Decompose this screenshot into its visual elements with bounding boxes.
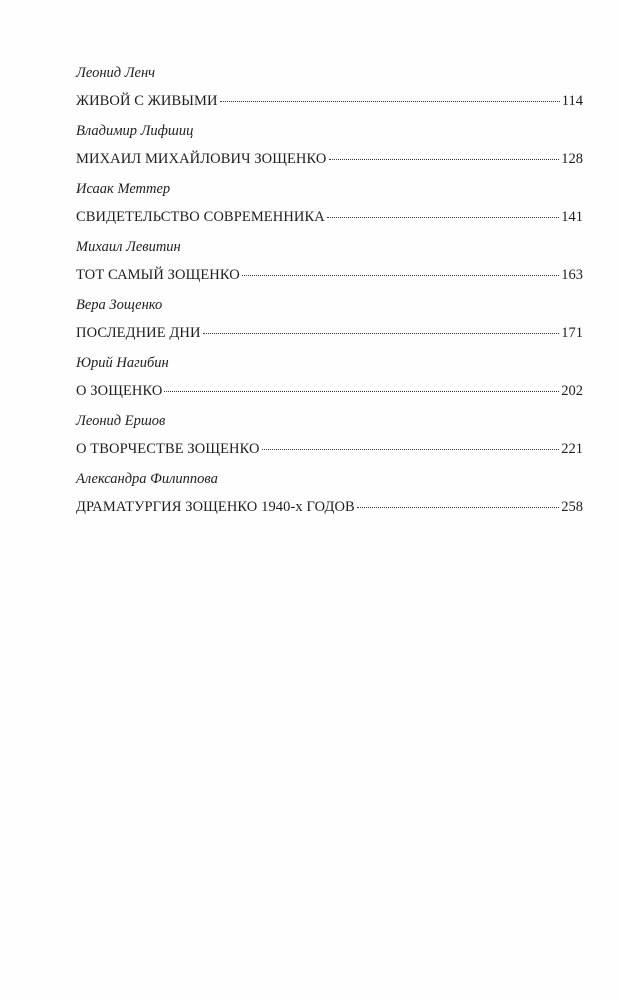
toc-line	[76, 264, 583, 286]
toc-entry	[76, 120, 583, 178]
toc-author: Исаак Меттер	[76, 181, 171, 197]
toc-author: Александра Филиппова	[76, 471, 218, 487]
toc-line	[76, 438, 583, 460]
toc-title: ДРАМАТУРГИЯ ЗОЩЕНКО 1940-х ГОДОВ	[76, 499, 355, 515]
dot-leader	[242, 275, 559, 276]
toc-title: ЖИВОЙ С ЖИВЫМИ	[76, 93, 218, 109]
toc-author: Юрий Нагибин	[76, 355, 169, 371]
table-of-contents	[76, 62, 583, 526]
toc-title: ПОСЛЕДНИЕ ДНИ	[76, 325, 201, 341]
dot-leader	[327, 217, 559, 218]
toc-entry	[76, 236, 583, 294]
toc-page-number: 141	[561, 209, 583, 225]
toc-author: Владимир Лифшиц	[76, 123, 194, 139]
toc-page-number: 114	[561, 93, 583, 109]
toc-title: МИХАИЛ МИХАЙЛОВИЧ ЗОЩЕНКО	[76, 151, 327, 167]
toc-author: Михаил Левитин	[76, 239, 181, 255]
toc-line	[76, 380, 583, 402]
toc-page-number: 128	[561, 151, 583, 167]
toc-page-number: 202	[561, 383, 583, 399]
toc-entry	[76, 468, 583, 526]
toc-title: СВИДЕТЕЛЬСТВО СОВРЕМЕННИКА	[76, 209, 325, 225]
toc-title: О ТВОРЧЕСТВЕ ЗОЩЕНКО	[76, 441, 260, 457]
toc-title: ТОТ САМЫЙ ЗОЩЕНКО	[76, 267, 240, 283]
toc-page-number: 258	[561, 499, 583, 515]
toc-entry	[76, 62, 583, 120]
toc-author: Вера Зощенко	[76, 297, 163, 313]
toc-entry	[76, 410, 583, 468]
toc-line	[76, 322, 583, 344]
toc-title: О ЗОЩЕНКО	[76, 383, 163, 399]
toc-author: Леонид Ленч	[76, 65, 156, 81]
dot-leader	[329, 159, 560, 160]
toc-entry	[76, 294, 583, 352]
dot-leader	[203, 333, 560, 334]
dot-leader	[262, 449, 560, 450]
toc-line	[76, 90, 583, 112]
toc-line	[76, 206, 583, 228]
toc-line	[76, 496, 583, 518]
toc-author: Леонид Ершов	[76, 413, 166, 429]
toc-page-number: 171	[561, 325, 583, 341]
toc-entry	[76, 352, 583, 410]
toc-page-number: 163	[561, 267, 583, 283]
dot-leader	[357, 507, 559, 508]
dot-leader	[220, 101, 560, 102]
toc-entry	[76, 178, 583, 236]
dot-leader	[164, 391, 559, 392]
toc-line	[76, 148, 583, 170]
toc-page-number: 221	[561, 441, 583, 457]
